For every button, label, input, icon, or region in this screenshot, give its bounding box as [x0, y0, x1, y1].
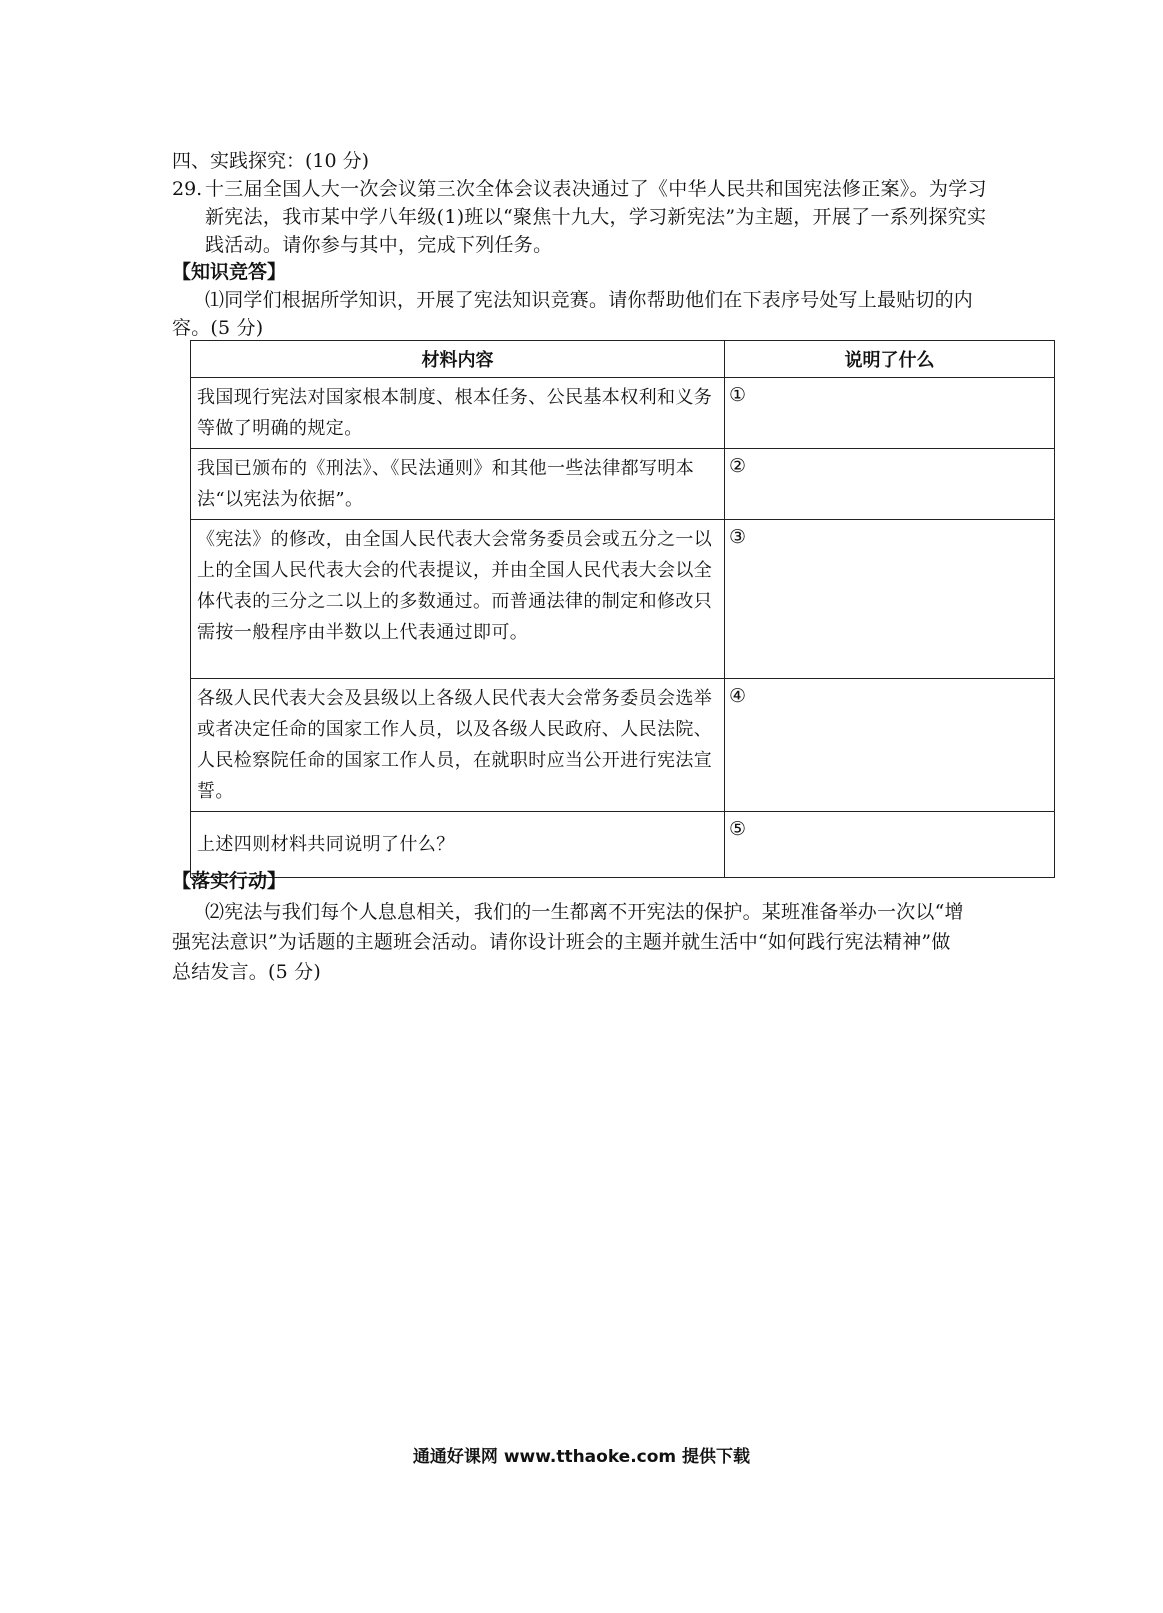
table-row — [191, 449, 1055, 520]
table-row — [191, 812, 1055, 878]
table-row — [191, 520, 1055, 679]
table-row — [191, 679, 1055, 812]
material-cell: 我国现行宪法对国家根本制度、根本任务、公民基本权利和义务等做了明确的规定。 — [197, 387, 713, 439]
question-number: 29. — [172, 178, 203, 200]
answer-marker: ① — [729, 384, 747, 406]
action-task-line-3: 总结发言。(5 分) — [172, 961, 321, 983]
action-task-line-1: ⑵宪法与我们每个人息息相关，我们的一生都离不开宪法的保护。某班准备举办一次以“增 — [205, 901, 964, 923]
question-text-line-2: 新宪法，我市某中学八年级(1)班以“聚焦十九大，学习新宪法”为主题，开展了一系列探究实 — [205, 206, 987, 228]
knowledge-heading: 【知识竞答】 — [172, 261, 287, 283]
action-task-line-2: 强宪法意识”为话题的主题班会活动。请你设计班会的主题并就生活中“如何践行宪法精神”做 — [172, 931, 951, 953]
header-material: 材料内容 — [191, 341, 725, 378]
answer-cell[interactable] — [725, 378, 1055, 449]
material-cell: 各级人民代表大会及县级以上各级人民代表大会常务委员会选举或者决定任命的国家工作人员，以及各级人民政府、人民法院、人民检察院任命的国家工作人员，在就职时应当公开进行宪法宣誓。 — [197, 688, 713, 802]
material-table — [190, 340, 1055, 878]
table-header-row — [191, 341, 1055, 378]
answer-marker: ③ — [729, 526, 747, 548]
answer-cell[interactable] — [725, 520, 1055, 679]
footer-credit: 通通好课网 www.tthaoke.com 提供下载 — [412, 1447, 751, 1467]
answer-cell[interactable] — [725, 812, 1055, 878]
material-cell: 上述四则材料共同说明了什么？ — [197, 834, 455, 855]
answer-marker: ④ — [729, 685, 747, 707]
section-title: 四、实践探究：(10 分) — [172, 150, 370, 172]
knowledge-task-line-1: ⑴同学们根据所学知识，开展了宪法知识竞赛。请你帮助他们在下表序号处写上最贴切的内 — [205, 289, 974, 311]
answer-cell[interactable] — [725, 679, 1055, 812]
question-text-line-3: 践活动。请你参与其中，完成下列任务。 — [205, 234, 553, 256]
answer-marker: ② — [729, 455, 747, 477]
answer-cell[interactable] — [725, 449, 1055, 520]
material-cell: 《宪法》的修改，由全国人民代表大会常务委员会或五分之一以上的全国人民代表大会的代表提议，并由全国人民代表大会以全体代表的三分之二以上的多数通过。而普通法律的制定和修改只需按一般程序由半数以上代表通过即可。 — [197, 529, 713, 643]
material-cell: 我国已颁布的《刑法》、《民法通则》和其他一些法律都写明本法“以宪法为依据”。 — [197, 458, 695, 510]
table-row — [191, 378, 1055, 449]
question-text-line-1: 十三届全国人大一次会议第三次全体会议表决通过了《中华人民共和国宪法修正案》。为学习 — [205, 178, 987, 200]
answer-marker: ⑤ — [729, 818, 747, 840]
header-meaning: 说明了什么 — [725, 341, 1055, 378]
knowledge-task-line-2: 容。(5 分) — [172, 317, 264, 339]
action-heading: 【落实行动】 — [172, 870, 287, 892]
